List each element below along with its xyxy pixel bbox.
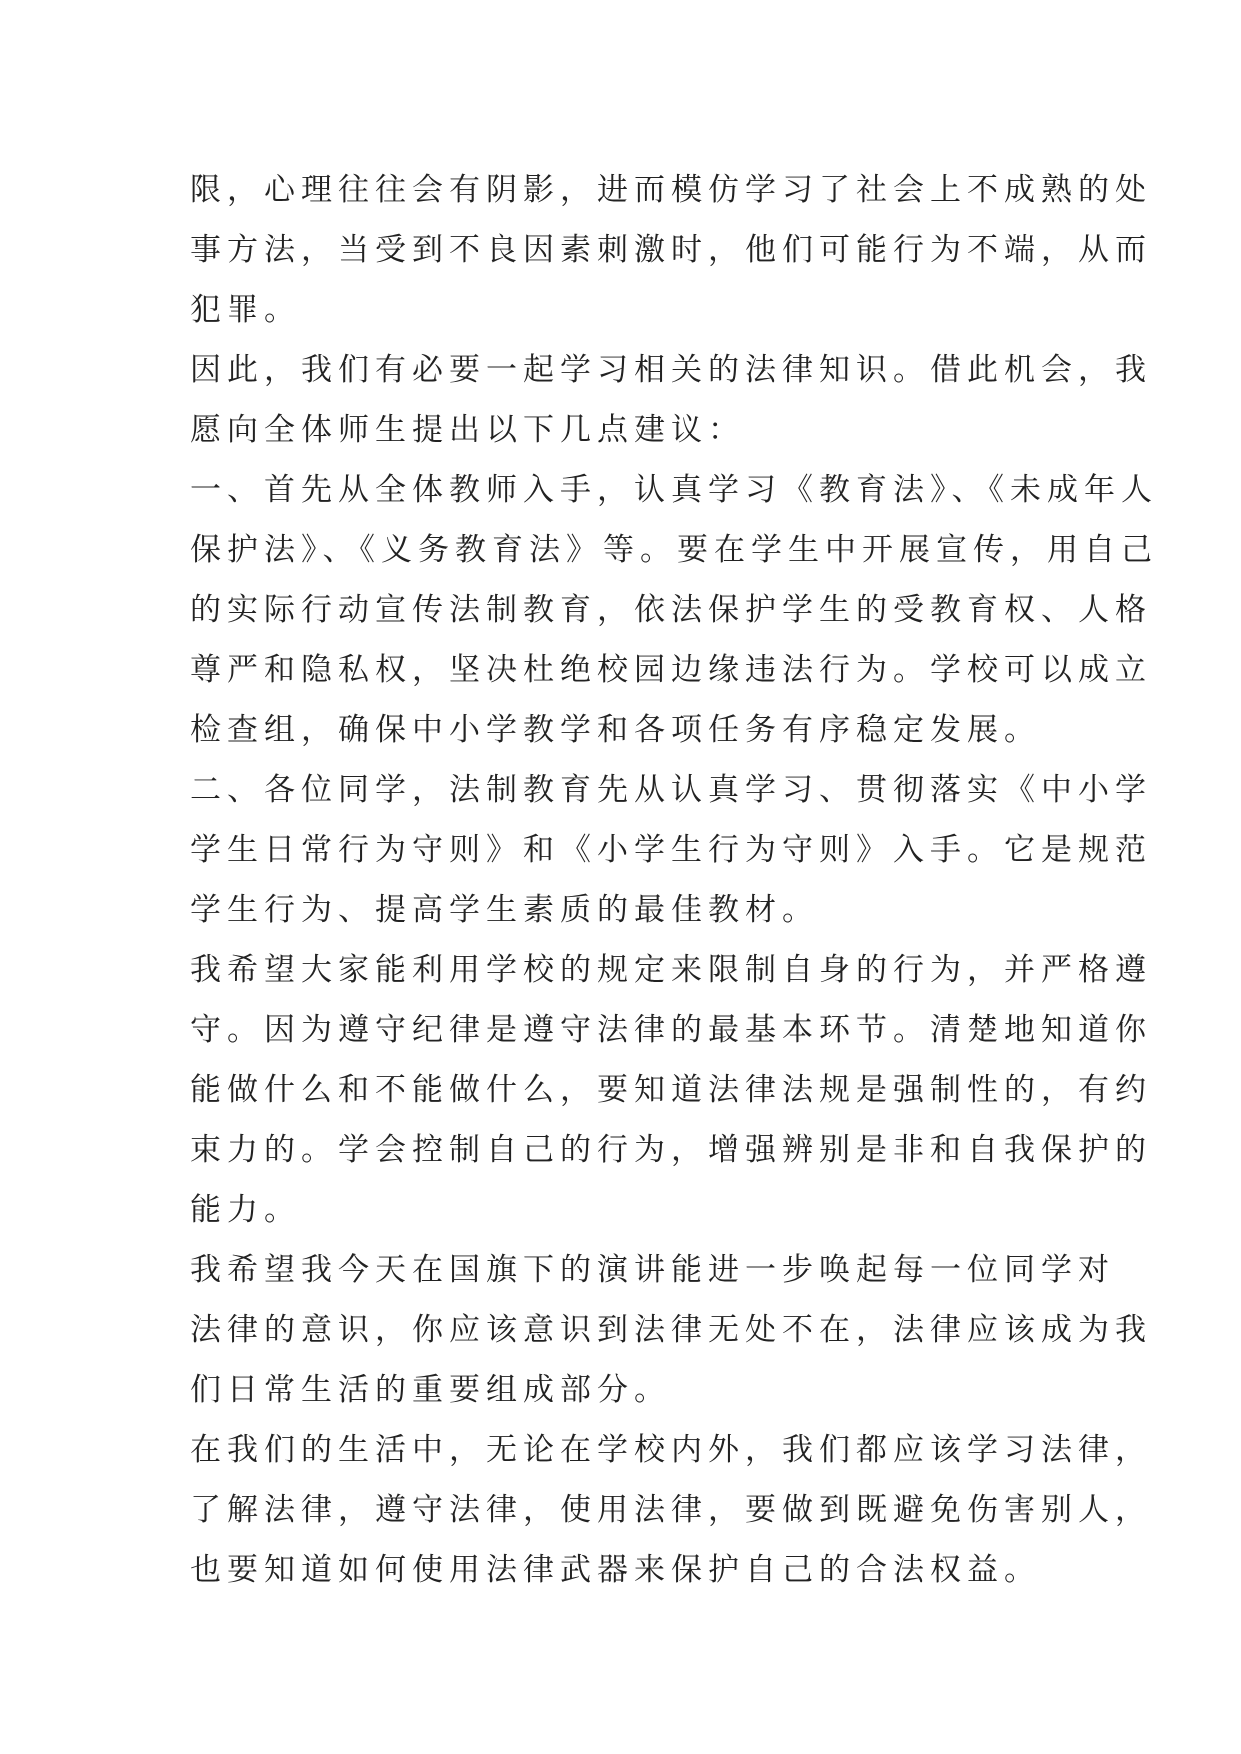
text-line: 限，心理往往会有阴影，进而模仿学习了社会上不成熟的处 [190,172,1152,208]
text-line: 二、各位同学，法制教育先从认真学习、贯彻落实《中小学 [190,772,1152,808]
text-line: 保护法》、《义务教育法》等。要在学生中开展宣传，用自己 [190,532,1158,568]
text-line: 我希望大家能利用学校的规定来限制自身的行为，并严格遵 [190,952,1152,988]
text-line: 在我们的生活中，无论在学校内外，我们都应该学习法律， [190,1432,1152,1468]
text-line: 我希望我今天在国旗下的演讲能进一步唤起每一位同学对 [190,1252,1115,1288]
text-line: 一、首先从全体教师入手，认真学习《教育法》、《未成年人 [190,472,1158,508]
text-line: 检查组，确保中小学教学和各项任务有序稳定发展。 [190,712,1041,748]
text-line: 愿向全体师生提出以下几点建议： [190,412,745,448]
text-line: 因此，我们有必要一起学习相关的法律知识。借此机会，我 [190,352,1152,388]
text-line: 也要知道如何使用法律武器来保护自己的合法权益。 [190,1552,1041,1588]
text-line: 能力。 [190,1192,301,1228]
text-line: 学生行为、提高学生素质的最佳教材。 [190,892,819,928]
text-line: 束力的。学会控制自己的行为，增强辨别是非和自我保护的 [190,1132,1152,1168]
text-line: 的实际行动宣传法制教育，依法保护学生的受教育权、人格 [190,592,1152,628]
text-line: 法律的意识，你应该意识到法律无处不在，法律应该成为我 [190,1312,1152,1348]
text-line: 了解法律，遵守法律，使用法律，要做到既避免伤害别人， [190,1492,1152,1528]
document-body [190,160,1158,1600]
text-line: 们日常生活的重要组成部分。 [190,1372,671,1408]
text-line: 守。因为遵守纪律是遵守法律的最基本环节。清楚地知道你 [190,1012,1152,1048]
text-line: 学生日常行为守则》和《小学生行为守则》入手。它是规范 [190,832,1152,868]
text-line: 能做什么和不能做什么，要知道法律法规是强制性的，有约 [190,1072,1152,1108]
text-line: 事方法，当受到不良因素刺激时，他们可能行为不端，从而 [190,232,1152,268]
text-line: 犯罪。 [190,292,301,328]
text-line: 尊严和隐私权，坚决杜绝校园边缘违法行为。学校可以成立 [190,652,1152,688]
